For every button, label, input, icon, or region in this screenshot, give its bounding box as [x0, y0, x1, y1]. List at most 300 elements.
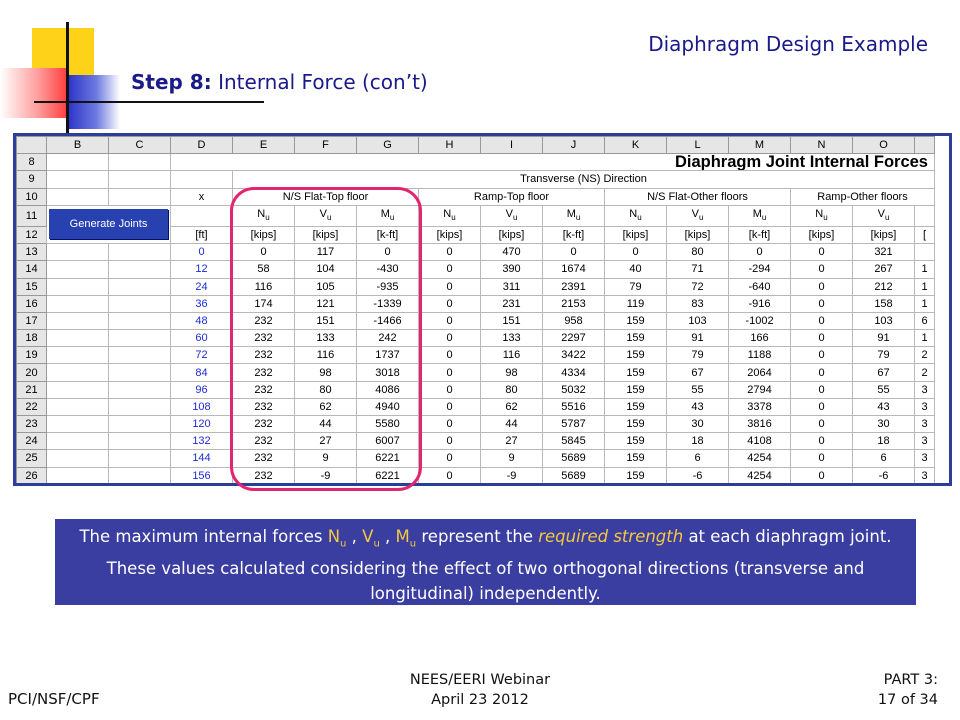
table-row: [17, 433, 935, 450]
data-cell[interactable]: 2153: [543, 295, 605, 312]
spreadsheet-frame: [13, 133, 952, 486]
data-cell[interactable]: 0: [791, 467, 853, 484]
data-cell[interactable]: 3: [915, 433, 935, 450]
cell[interactable]: [109, 398, 171, 415]
data-cell[interactable]: -1002: [729, 312, 791, 329]
data-cell[interactable]: 67: [853, 364, 915, 381]
cell[interactable]: [47, 416, 109, 433]
data-cell[interactable]: 2794: [729, 381, 791, 398]
data-cell[interactable]: 0: [419, 433, 481, 450]
note-separator: ,: [379, 527, 396, 546]
cell[interactable]: [47, 261, 109, 278]
data-cell[interactable]: 0: [543, 244, 605, 261]
data-cell[interactable]: 80: [481, 381, 543, 398]
data-cell[interactable]: 0: [791, 364, 853, 381]
data-cell[interactable]: 5032: [543, 381, 605, 398]
data-cell[interactable]: 6007: [357, 433, 419, 450]
row-header[interactable]: 18: [17, 330, 47, 347]
data-cell[interactable]: 79: [667, 347, 729, 364]
data-cell[interactable]: 159: [605, 467, 667, 484]
row-header[interactable]: 11: [17, 205, 47, 226]
data-cell[interactable]: 0: [419, 450, 481, 467]
cell[interactable]: [47, 398, 109, 415]
data-cell[interactable]: 232: [233, 433, 295, 450]
data-cell[interactable]: 232: [233, 347, 295, 364]
data-cell[interactable]: 470: [481, 244, 543, 261]
table-row: [17, 244, 935, 261]
data-cell[interactable]: 0: [791, 433, 853, 450]
group-header[interactable]: N/S Flat-Other floors: [605, 188, 791, 205]
data-cell[interactable]: 119: [605, 295, 667, 312]
data-cell[interactable]: 55: [853, 381, 915, 398]
x-value[interactable]: 144: [171, 450, 233, 467]
data-cell[interactable]: 232: [233, 467, 295, 484]
column-header[interactable]: K: [605, 137, 667, 154]
unit-header[interactable]: [k-ft]: [543, 226, 605, 243]
data-cell[interactable]: 2297: [543, 330, 605, 347]
slide-title: Diaphragm Design Example: [648, 32, 928, 56]
symbol-header[interactable]: $M_u$: [357, 205, 419, 226]
column-header[interactable]: G: [357, 137, 419, 154]
data-cell[interactable]: 30: [853, 416, 915, 433]
data-cell[interactable]: 3018: [357, 364, 419, 381]
row-header[interactable]: 26: [17, 467, 47, 484]
unit-header[interactable]: [kips]: [295, 226, 357, 243]
data-cell[interactable]: 0: [419, 364, 481, 381]
data-cell[interactable]: 0: [791, 261, 853, 278]
row-header[interactable]: 12: [17, 226, 47, 243]
cell[interactable]: [109, 261, 171, 278]
data-cell[interactable]: 3: [915, 416, 935, 433]
column-header[interactable]: O: [853, 137, 915, 154]
data-cell[interactable]: 27: [295, 433, 357, 450]
data-cell[interactable]: 4254: [729, 450, 791, 467]
data-cell[interactable]: 232: [233, 450, 295, 467]
data-cell[interactable]: 151: [481, 312, 543, 329]
row-header[interactable]: 16: [17, 295, 47, 312]
data-cell[interactable]: 18: [853, 433, 915, 450]
data-cell[interactable]: 133: [481, 330, 543, 347]
cell[interactable]: [109, 416, 171, 433]
data-cell[interactable]: 40: [605, 261, 667, 278]
data-cell[interactable]: 232: [233, 381, 295, 398]
group-header[interactable]: Ramp-Top floor: [419, 188, 605, 205]
data-cell[interactable]: 116: [295, 347, 357, 364]
data-cell[interactable]: 6221: [357, 450, 419, 467]
data-cell[interactable]: 0: [419, 347, 481, 364]
unit-header[interactable]: [kips]: [853, 226, 915, 243]
data-cell[interactable]: 6: [667, 450, 729, 467]
data-cell[interactable]: 158: [853, 295, 915, 312]
data-cell[interactable]: 0: [791, 312, 853, 329]
data-cell[interactable]: 267: [853, 261, 915, 278]
cell[interactable]: [109, 467, 171, 484]
data-cell[interactable]: -640: [729, 278, 791, 295]
symbol-header[interactable]: $M_u$: [729, 205, 791, 226]
x-value[interactable]: 72: [171, 347, 233, 364]
data-cell[interactable]: 0: [791, 416, 853, 433]
group-header[interactable]: Ramp-Other floors: [791, 188, 935, 205]
row-header[interactable]: 17: [17, 312, 47, 329]
cell[interactable]: [109, 244, 171, 261]
data-cell[interactable]: 71: [667, 261, 729, 278]
cell[interactable]: [109, 312, 171, 329]
cell[interactable]: [109, 364, 171, 381]
cell[interactable]: [109, 295, 171, 312]
table-title[interactable]: Diaphragm Joint Internal Forces: [171, 154, 935, 171]
row-header[interactable]: 23: [17, 416, 47, 433]
data-cell[interactable]: 116: [481, 347, 543, 364]
data-cell[interactable]: 2391: [543, 278, 605, 295]
data-cell[interactable]: 5516: [543, 398, 605, 415]
data-cell[interactable]: -9: [295, 467, 357, 484]
unit-header[interactable]: [kips]: [667, 226, 729, 243]
symbol-header[interactable]: $N_u$: [233, 205, 295, 226]
row-header[interactable]: 20: [17, 364, 47, 381]
column-header[interactable]: E: [233, 137, 295, 154]
cell[interactable]: [47, 154, 109, 171]
data-cell[interactable]: 3: [915, 450, 935, 467]
corner-cell[interactable]: [17, 137, 47, 154]
data-cell[interactable]: 4254: [729, 467, 791, 484]
x-header[interactable]: x: [171, 188, 233, 205]
data-cell[interactable]: 0: [791, 244, 853, 261]
data-cell[interactable]: 91: [667, 330, 729, 347]
cell[interactable]: [47, 171, 109, 188]
data-cell[interactable]: 212: [853, 278, 915, 295]
data-cell[interactable]: 0: [419, 278, 481, 295]
x-value[interactable]: 108: [171, 398, 233, 415]
data-cell[interactable]: 4334: [543, 364, 605, 381]
x-value[interactable]: 84: [171, 364, 233, 381]
column-header[interactable]: F: [295, 137, 357, 154]
data-cell[interactable]: 2064: [729, 364, 791, 381]
data-cell[interactable]: 98: [295, 364, 357, 381]
data-cell[interactable]: 2: [915, 364, 935, 381]
data-cell[interactable]: 0: [791, 381, 853, 398]
direction-header[interactable]: Transverse (NS) Direction: [233, 171, 935, 188]
data-cell[interactable]: 27: [481, 433, 543, 450]
x-value[interactable]: 120: [171, 416, 233, 433]
footer-left: PCI/NSF/CPF: [8, 690, 100, 708]
data-cell[interactable]: 4086: [357, 381, 419, 398]
symbol-header[interactable]: $V_u$: [295, 205, 357, 226]
cell[interactable]: [47, 467, 109, 484]
data-cell[interactable]: 232: [233, 330, 295, 347]
symbol-header[interactable]: $V_u$: [853, 205, 915, 226]
cell[interactable]: [47, 347, 109, 364]
x-value[interactable]: 12: [171, 261, 233, 278]
data-cell[interactable]: -6: [667, 467, 729, 484]
data-cell[interactable]: 0: [419, 416, 481, 433]
x-value[interactable]: 60: [171, 330, 233, 347]
data-cell[interactable]: 83: [667, 295, 729, 312]
data-cell[interactable]: 3422: [543, 347, 605, 364]
data-cell[interactable]: 104: [295, 261, 357, 278]
unit-header[interactable]: [ft]: [171, 226, 233, 243]
data-cell[interactable]: 3: [915, 467, 935, 484]
cell[interactable]: [47, 450, 109, 467]
data-cell[interactable]: 44: [295, 416, 357, 433]
data-cell[interactable]: 232: [233, 312, 295, 329]
cell[interactable]: [47, 312, 109, 329]
row-header[interactable]: 8: [17, 154, 47, 171]
data-cell[interactable]: 0: [419, 244, 481, 261]
cell[interactable]: [47, 188, 109, 205]
data-cell[interactable]: 79: [853, 347, 915, 364]
data-cell[interactable]: 232: [233, 398, 295, 415]
data-cell[interactable]: 232: [233, 416, 295, 433]
data-cell[interactable]: 0: [419, 330, 481, 347]
symbol-header[interactable]: $N_u$: [419, 205, 481, 226]
x-value[interactable]: 48: [171, 312, 233, 329]
cell[interactable]: [47, 278, 109, 295]
data-cell[interactable]: 1188: [729, 347, 791, 364]
data-cell[interactable]: 159: [605, 312, 667, 329]
data-cell[interactable]: 0: [729, 244, 791, 261]
generate-joints-button[interactable]: Generate Joints: [49, 209, 168, 239]
row-header[interactable]: 13: [17, 244, 47, 261]
cell[interactable]: [109, 188, 171, 205]
column-header[interactable]: D: [171, 137, 233, 154]
cell[interactable]: [171, 171, 233, 188]
data-cell[interactable]: 151: [295, 312, 357, 329]
cell[interactable]: [47, 364, 109, 381]
note-symbol: $N_u$: [327, 527, 347, 550]
data-cell[interactable]: 390: [481, 261, 543, 278]
column-header[interactable]: J: [543, 137, 605, 154]
column-header[interactable]: M: [729, 137, 791, 154]
sheet-row: [17, 154, 935, 171]
symbol-header[interactable]: $V_u$: [667, 205, 729, 226]
data-cell[interactable]: 159: [605, 416, 667, 433]
data-cell[interactable]: 159: [605, 381, 667, 398]
data-cell[interactable]: -9: [481, 467, 543, 484]
data-cell[interactable]: 159: [605, 330, 667, 347]
data-cell[interactable]: 231: [481, 295, 543, 312]
row-header[interactable]: 21: [17, 381, 47, 398]
unit-header[interactable]: [kips]: [481, 226, 543, 243]
cell[interactable]: [171, 205, 233, 226]
row-header[interactable]: 10: [17, 188, 47, 205]
table-row: [17, 330, 935, 347]
cell[interactable]: [109, 381, 171, 398]
data-cell[interactable]: 0: [791, 295, 853, 312]
data-cell[interactable]: -294: [729, 261, 791, 278]
data-cell[interactable]: 3: [915, 381, 935, 398]
data-cell[interactable]: 18: [667, 433, 729, 450]
unit-header[interactable]: [k-ft]: [729, 226, 791, 243]
cell[interactable]: [109, 450, 171, 467]
data-cell[interactable]: 1674: [543, 261, 605, 278]
table-row: [17, 261, 935, 278]
data-cell[interactable]: 242: [357, 330, 419, 347]
data-cell[interactable]: 0: [419, 467, 481, 484]
data-cell[interactable]: 232: [233, 364, 295, 381]
data-cell[interactable]: 121: [295, 295, 357, 312]
unit-header[interactable]: [kips]: [605, 226, 667, 243]
data-cell[interactable]: -935: [357, 278, 419, 295]
cell[interactable]: [109, 171, 171, 188]
cell[interactable]: [109, 347, 171, 364]
x-value[interactable]: 36: [171, 295, 233, 312]
data-cell[interactable]: 72: [667, 278, 729, 295]
unit-header[interactable]: [: [915, 226, 935, 243]
data-cell[interactable]: 116: [233, 278, 295, 295]
data-cell[interactable]: 3378: [729, 398, 791, 415]
data-cell[interactable]: 159: [605, 347, 667, 364]
data-cell[interactable]: 0: [357, 244, 419, 261]
cell[interactable]: [915, 205, 935, 226]
data-cell[interactable]: 0: [419, 381, 481, 398]
unit-header[interactable]: [k-ft]: [357, 226, 419, 243]
data-cell[interactable]: 1: [915, 278, 935, 295]
note-symbol: $M_u$: [395, 527, 417, 550]
row-header[interactable]: 19: [17, 347, 47, 364]
data-cell[interactable]: 1: [915, 330, 935, 347]
data-cell[interactable]: 6221: [357, 467, 419, 484]
data-cell[interactable]: 0: [419, 312, 481, 329]
data-cell[interactable]: 4108: [729, 433, 791, 450]
unit-header[interactable]: [kips]: [419, 226, 481, 243]
data-cell[interactable]: 62: [295, 398, 357, 415]
data-cell[interactable]: 5689: [543, 450, 605, 467]
x-value[interactable]: 24: [171, 278, 233, 295]
row-header[interactable]: 24: [17, 433, 47, 450]
data-cell[interactable]: 4940: [357, 398, 419, 415]
data-cell[interactable]: 5580: [357, 416, 419, 433]
column-header[interactable]: B: [47, 137, 109, 154]
data-cell[interactable]: 80: [667, 244, 729, 261]
x-value[interactable]: 132: [171, 433, 233, 450]
data-cell[interactable]: 0: [791, 398, 853, 415]
data-cell[interactable]: 159: [605, 364, 667, 381]
data-cell[interactable]: 0: [419, 295, 481, 312]
symbol-header[interactable]: $N_u$: [605, 205, 667, 226]
data-cell[interactable]: -1466: [357, 312, 419, 329]
cell[interactable]: [47, 330, 109, 347]
data-cell[interactable]: 2: [915, 347, 935, 364]
data-cell[interactable]: -916: [729, 295, 791, 312]
data-cell[interactable]: 6: [853, 450, 915, 467]
data-cell[interactable]: 91: [853, 330, 915, 347]
data-cell[interactable]: 0: [791, 278, 853, 295]
data-cell[interactable]: 133: [295, 330, 357, 347]
data-cell[interactable]: -430: [357, 261, 419, 278]
x-value[interactable]: 156: [171, 467, 233, 484]
data-cell[interactable]: 79: [605, 278, 667, 295]
column-header[interactable]: C: [109, 137, 171, 154]
data-cell[interactable]: 5787: [543, 416, 605, 433]
data-cell[interactable]: 159: [605, 450, 667, 467]
footer-right: [878, 670, 938, 710]
column-header[interactable]: H: [419, 137, 481, 154]
data-cell[interactable]: [915, 244, 935, 261]
data-cell[interactable]: 30: [667, 416, 729, 433]
data-cell[interactable]: 1: [915, 295, 935, 312]
column-header[interactable]: [915, 137, 935, 154]
data-cell[interactable]: 105: [295, 278, 357, 295]
data-cell[interactable]: 0: [791, 347, 853, 364]
row-header[interactable]: 9: [17, 171, 47, 188]
data-cell[interactable]: 1737: [357, 347, 419, 364]
data-cell[interactable]: 98: [481, 364, 543, 381]
data-cell[interactable]: 103: [667, 312, 729, 329]
data-cell[interactable]: 3816: [729, 416, 791, 433]
data-cell[interactable]: 1: [915, 261, 935, 278]
data-cell[interactable]: 0: [605, 244, 667, 261]
data-cell[interactable]: 67: [667, 364, 729, 381]
cell[interactable]: [109, 433, 171, 450]
symbol-header[interactable]: $N_u$: [791, 205, 853, 226]
data-cell[interactable]: -6: [853, 467, 915, 484]
data-cell[interactable]: 43: [853, 398, 915, 415]
cell[interactable]: [47, 244, 109, 261]
data-cell[interactable]: 0: [419, 261, 481, 278]
column-header[interactable]: I: [481, 137, 543, 154]
cell[interactable]: [109, 278, 171, 295]
cell[interactable]: [47, 381, 109, 398]
cell[interactable]: [109, 330, 171, 347]
data-cell[interactable]: 55: [667, 381, 729, 398]
row-header[interactable]: 25: [17, 450, 47, 467]
data-cell[interactable]: 159: [605, 433, 667, 450]
column-header[interactable]: L: [667, 137, 729, 154]
data-cell[interactable]: -1339: [357, 295, 419, 312]
data-cell[interactable]: 0: [233, 244, 295, 261]
column-header[interactable]: N: [791, 137, 853, 154]
data-cell[interactable]: 5845: [543, 433, 605, 450]
unit-header[interactable]: [kips]: [791, 226, 853, 243]
x-value[interactable]: 96: [171, 381, 233, 398]
data-cell[interactable]: 311: [481, 278, 543, 295]
data-cell[interactable]: 43: [667, 398, 729, 415]
symbol-header[interactable]: $M_u$: [543, 205, 605, 226]
data-cell[interactable]: 58: [233, 261, 295, 278]
data-cell[interactable]: 80: [295, 381, 357, 398]
data-cell[interactable]: 0: [419, 398, 481, 415]
unit-header[interactable]: [kips]: [233, 226, 295, 243]
x-value[interactable]: 0: [171, 244, 233, 261]
data-cell[interactable]: 6: [915, 312, 935, 329]
step-title: [131, 70, 428, 94]
row-header[interactable]: 14: [17, 261, 47, 278]
data-cell[interactable]: 0: [791, 450, 853, 467]
data-cell[interactable]: 174: [233, 295, 295, 312]
table-row: [17, 450, 935, 467]
data-cell[interactable]: 5689: [543, 467, 605, 484]
data-cell[interactable]: 9: [295, 450, 357, 467]
cell[interactable]: [47, 433, 109, 450]
data-cell[interactable]: 0: [791, 330, 853, 347]
data-cell[interactable]: 103: [853, 312, 915, 329]
data-cell[interactable]: 44: [481, 416, 543, 433]
data-cell[interactable]: 9: [481, 450, 543, 467]
data-cell[interactable]: 159: [605, 398, 667, 415]
data-cell[interactable]: 3: [915, 398, 935, 415]
cell[interactable]: [109, 154, 171, 171]
data-cell[interactable]: 62: [481, 398, 543, 415]
data-cell[interactable]: 958: [543, 312, 605, 329]
data-cell[interactable]: 166: [729, 330, 791, 347]
row-header[interactable]: 15: [17, 278, 47, 295]
group-header[interactable]: N/S Flat-Top floor: [233, 188, 419, 205]
data-cell[interactable]: 117: [295, 244, 357, 261]
symbol-header[interactable]: $V_u$: [481, 205, 543, 226]
row-header[interactable]: 22: [17, 398, 47, 415]
data-cell[interactable]: 321: [853, 244, 915, 261]
cell[interactable]: [47, 295, 109, 312]
